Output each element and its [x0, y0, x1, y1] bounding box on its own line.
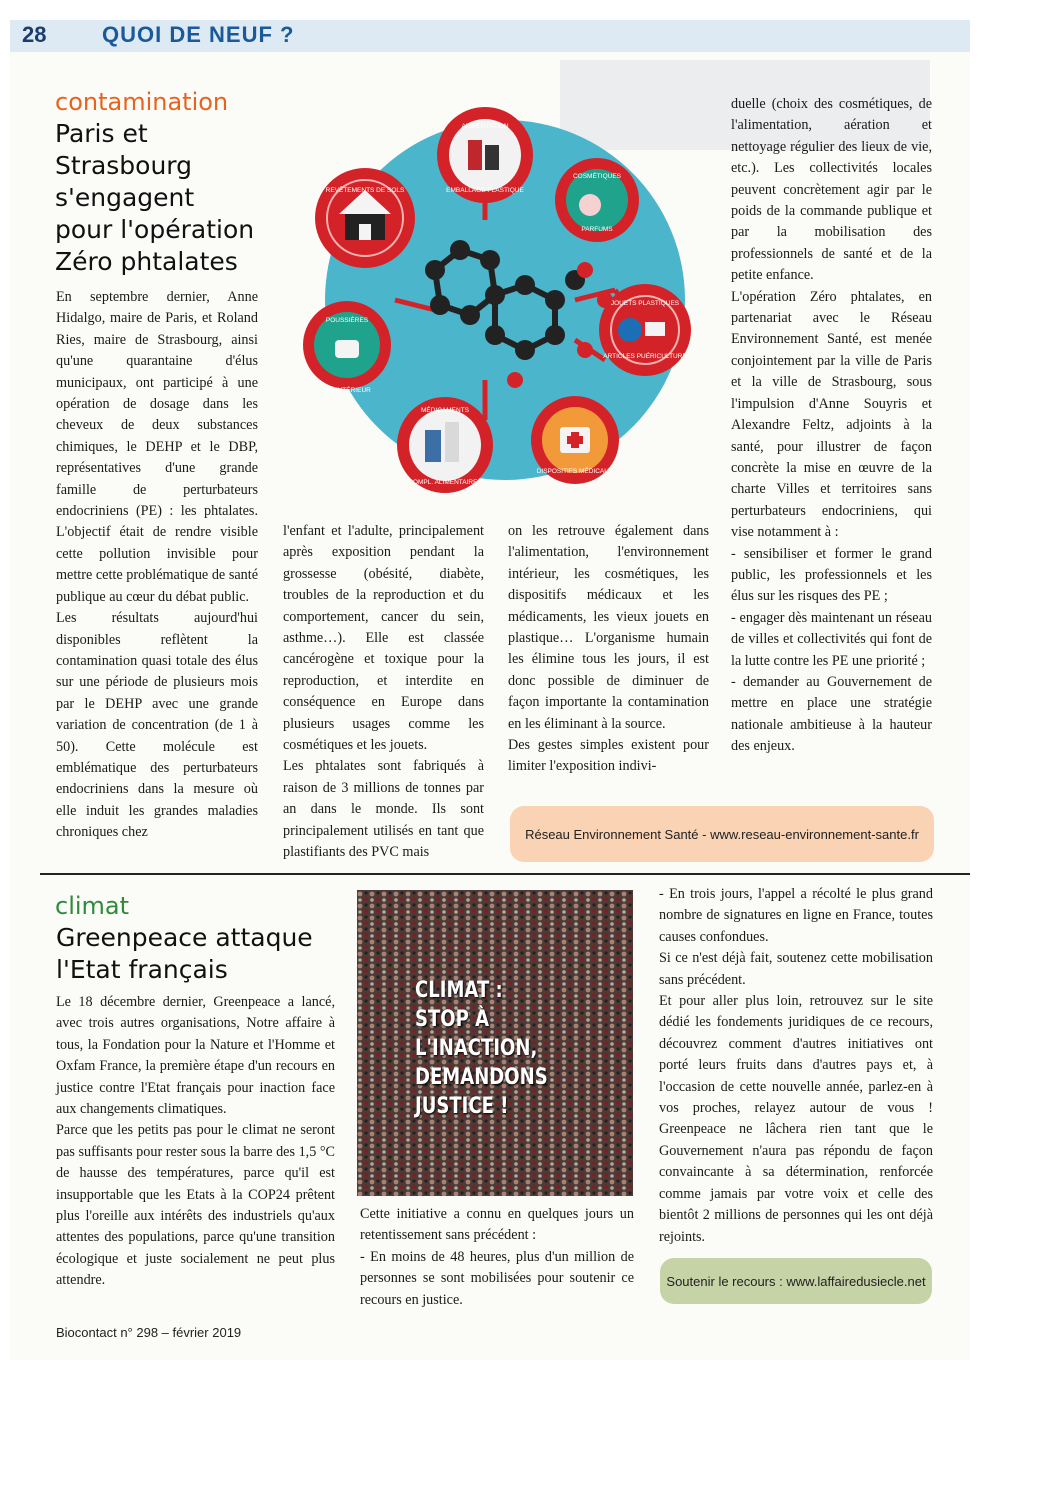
- label-alimentation: ALIMENTATION: [461, 123, 509, 130]
- headline-line: Zéro phtalates: [55, 247, 238, 276]
- paragraph: Des gestes simples existent pour limiter l'exposition indivi-: [508, 737, 709, 775]
- paragraph: Cette initiative a connu en quelques jours un retentissement sans précédent :: [360, 1206, 634, 1244]
- protest-photo: [357, 890, 633, 1196]
- house-icon: [315, 168, 415, 268]
- label-revetements: REVÊTEMENTS DE SOLS: [325, 187, 405, 194]
- article2-column-3: [659, 884, 933, 1248]
- article1-column-3: [508, 521, 709, 778]
- headline-line: Paris et: [55, 119, 148, 148]
- paragraph: duelle (choix des cosmétiques, de l'alimentation, aération et nettoyage régulier des lieux de vie, etc.). Les collectivités locales peuvent concrètement agir par le poids de la commande publique et par la mobilisation des professionnels de santé et de la petite enfance.: [731, 96, 932, 284]
- support-link-box: [660, 1258, 932, 1304]
- paragraph: En septembre dernier, Anne Hidalgo, maire de Paris, et Roland Ries, maire de Strasbourg, ainsi qu'une quarantaine d'élus municipaux, ont participé à une opération de dosage dans les cheveux de deux substances chimiques, le DEHP et le DBP, représentatives d'une grande famille de perturbateurs endocriniens (PE) : les phtalates. L'objectif était de rendre visible cette pollution invisible pour mettre cette problématique de santé publique au cœur du débat public.: [56, 289, 258, 605]
- headline-line: l'Etat français: [56, 955, 228, 984]
- article2-kicker: climat: [55, 892, 130, 920]
- article-divider: [40, 873, 970, 875]
- paragraph: Si ce n'est déjà fait, soutenez cette mobilisation sans précédent.: [659, 950, 933, 988]
- page-footer: Biocontact n° 298 – février 2019: [56, 1325, 242, 1340]
- article2-column-2: [360, 1204, 634, 1311]
- slogan-line: JUSTICE !: [415, 1094, 509, 1119]
- slogan-line: CLIMAT :: [415, 978, 503, 1003]
- article2-column-1: [56, 992, 335, 1292]
- label-air: AIR INTÉRIEUR: [323, 387, 371, 394]
- phthalates-infographic: [285, 100, 715, 500]
- paragraph: - demander au Gouvernement de mettre en place une stratégie nationale ambitieuse à la hauteur des enjeux.: [731, 673, 932, 755]
- photo-slogan: [415, 976, 594, 1121]
- headline-line: s'engagent: [55, 183, 195, 212]
- paragraph: - En trois jours, l'appel a récolté le plus grand nombre de signatures en ligne en France, toutes causes confondues.: [659, 886, 933, 945]
- paragraph: L'opération Zéro phtalates, en partenariat avec le Réseau Environnement Santé, est menée conjointement par la ville de Paris et la ville de Strasbourg, sous l'impulsion d'Anne Souyris et Alexandre Feltz, adjoints à la santé, pour illustrer de façon concrète la mise en œuvre de la charte Villes et territoires sans perturbateurs endocriniens, qui vise notamment à :: [731, 288, 932, 541]
- slogan-line: DEMANDONS: [415, 1065, 548, 1090]
- section-title: QUOI DE NEUF ?: [102, 22, 295, 47]
- paragraph: l'enfant et l'adulte, principalement après exposition pendant la grossesse (obésité, diabète, troubles de la reproduction et du comportement, cancer du sein, asthme…). Elle est classée cancérogène et toxique pour la reproduction, et interdite en conséquence en Europe dans plusieurs usages comme les cosmétiques et les jouets.: [283, 523, 484, 754]
- headline-line: pour l'opération: [55, 215, 255, 244]
- paragraph: Le 18 décembre dernier, Greenpeace a lancé, avec trois autres organisations, Notre affaire à tous, la Fondation pour la Nature et l'Homme et Oxfam France, la première étape d'un recours en justice contre l'Etat français pour inaction face aux changements climatiques.: [56, 994, 335, 1118]
- dust-icon: [303, 301, 391, 389]
- label-puericulture: ARTICLES PUÉRICULTURE: [603, 353, 687, 360]
- paragraph: Et pour aller plus loin, retrouvez sur le site dédié les fondements juridiques de ce recours, découvrez comment d'autres initiatives ont porté leurs fruits dans d'autres pays et, à l'occasion de cette nouvelle année, parlez-en à vos proches, relayez autour de vous ! Greenpeace ne lâchera rien tant que le Gouvernement n'aura pas répondu de façon convaincante à sa détermination, renforcée comme jamais par votre voix et celle des bientôt 2 millions de personnes qui les ont déjà rejoints.: [659, 993, 933, 1245]
- headline-line: Strasbourg: [55, 151, 193, 180]
- article1-column-1: [56, 287, 258, 844]
- label-emballage: EMBALLAGE PLASTIQUE: [446, 187, 524, 194]
- article1-headline: [55, 118, 254, 278]
- label-compl: COMPL. ALIMENTAIRES: [408, 479, 482, 486]
- source-box: [510, 806, 934, 862]
- toys-icon: [599, 284, 691, 376]
- label-poussieres: POUSSIÈRES: [325, 317, 369, 324]
- paragraph: Les phtalates sont fabriqués à raison de 3 millions de tonnes par an dans le monde. Ils sont principalement utilisés en tant que plastifiants des PVC mais: [283, 758, 484, 861]
- source-link[interactable]: Réseau Environnement Santé - www.reseau-environnement-sante.fr: [525, 826, 919, 842]
- paragraph: on les retrouve également dans l'alimentation, l'environnement intérieur, les cosmétiques, les dispositifs médicaux et les médicaments, les vieux jouets en plastique… L'organisme humain les élimine tous les jours, il est donc possible de diminuer de façon importante la contamination en les éliminant à la source.: [508, 523, 709, 732]
- paragraph: - sensibiliser et former le grand public, les professionnels et les élus sur les risques des PE ;: [731, 545, 932, 605]
- article1-column-2: [283, 521, 484, 864]
- paragraph: - engager dès maintenant un réseau de villes et collectivités qui font de la lutte contre les PE une priorité ;: [731, 609, 932, 669]
- label-medicaments: MÉDICAMENTS: [420, 407, 470, 414]
- article1-column-4: [731, 94, 932, 758]
- label-jouets: JOUETS PLASTIQUES: [610, 300, 680, 307]
- page-number: 28: [22, 22, 47, 47]
- label-parfums: PARFUMS: [581, 226, 613, 233]
- paragraph: Parce que les petits pas pour le climat ne seront pas suffisants pour rester sous la barre des 1,5 °C de hausse des températures, parce qu'il est insupportable que les Etats à la COP24 prêtent plus l'oreille aux intérêts des industriels qu'aux attentes des populations, parce qu'une transition écologique et juste socialement ne peut plus attendre.: [56, 1122, 335, 1289]
- label-cosmetiques: COSMÉTIQUES: [572, 173, 622, 180]
- paragraph: Les résultats aujourd'hui disponibles reflètent la contamination quasi totale des élus sur une période de plusieurs mois par le DEHP avec une grande variation de concentration (de 1 à 50). Cette molécule est emblématique des perturbateurs endocriniens dans la mesure où elle induit les grandes maladies chroniques chez: [56, 610, 258, 841]
- paragraph: - En moins de 48 heures, plus d'un million de personnes se sont mobilisées pour soutenir ce recours en justice.: [360, 1248, 634, 1308]
- headline-line: Greenpeace attaque: [56, 923, 313, 952]
- label-dispositifs: DISPOSITIFS MÉDICAUX: [536, 468, 614, 475]
- article2-headline: [56, 922, 313, 986]
- article1-kicker: contamination: [55, 88, 229, 116]
- support-link[interactable]: Soutenir le recours : www.laffairedusiecle.net: [666, 1273, 926, 1289]
- slogan-line: STOP À L'INACTION,: [415, 1007, 538, 1061]
